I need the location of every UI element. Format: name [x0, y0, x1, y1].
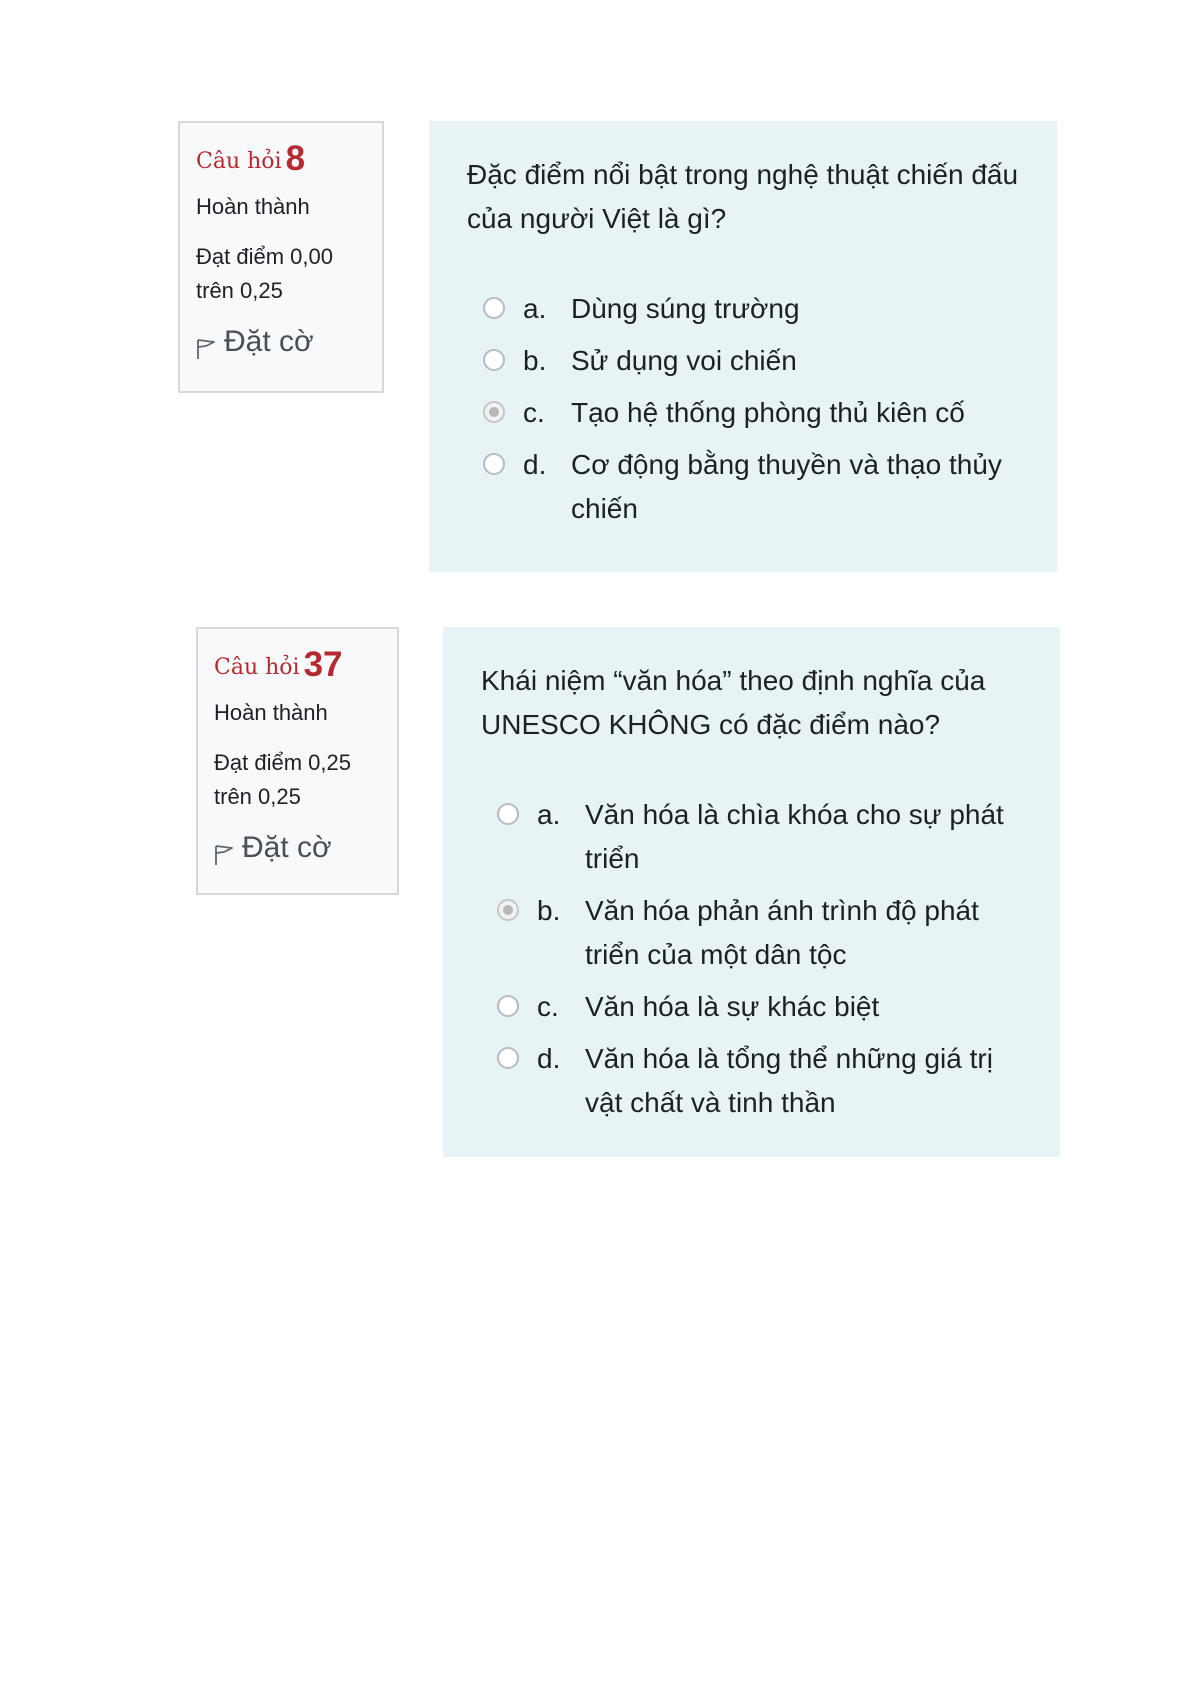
flag-label: Đặt cờ: [224, 325, 314, 358]
question-number: 8: [285, 139, 306, 178]
answer-text: Sử dụng voi chiến: [571, 345, 797, 376]
radio-button-selected[interactable]: [497, 899, 519, 921]
radio-button[interactable]: [497, 995, 519, 1017]
answer-letter: b.: [523, 345, 547, 376]
answer-letter: a.: [523, 293, 547, 324]
grade-line: trên 0,25: [214, 784, 301, 809]
answer-text: Văn hóa là chìa khóa cho sự phát triển: [585, 799, 1004, 874]
question-info-panel: [196, 627, 399, 895]
question-info-panel: [178, 121, 384, 393]
question-content: [429, 121, 1057, 572]
answer-option[interactable]: [481, 793, 1024, 881]
answer-option[interactable]: [467, 339, 1021, 383]
radio-button-selected[interactable]: [483, 401, 505, 423]
grade-line: Đạt điểm 0,25: [214, 750, 351, 775]
radio-button[interactable]: [483, 349, 505, 371]
question-state: Hoàn thành: [196, 194, 310, 219]
answer-list: [481, 793, 1024, 1125]
radio-button[interactable]: [497, 1047, 519, 1069]
question-state: Hoàn thành: [214, 700, 328, 725]
answer-text: Văn hóa là tổng thể những giá trị vật chất và tinh thần: [585, 1043, 993, 1118]
flag-label: Đặt cờ: [242, 831, 332, 864]
question-number-heading: [214, 647, 381, 686]
radio-button[interactable]: [483, 297, 505, 319]
answer-option[interactable]: [467, 443, 1021, 531]
flag-question-button[interactable]: [196, 324, 366, 360]
question-number: 37: [303, 645, 343, 684]
answer-option[interactable]: [467, 287, 1021, 331]
answer-letter: b.: [537, 895, 561, 926]
flag-question-button[interactable]: [214, 830, 381, 866]
answer-text: Văn hóa phản ánh trình độ phát triển của một dân tộc: [585, 895, 979, 970]
answer-option[interactable]: [481, 889, 1024, 977]
answer-letter: d.: [537, 1043, 561, 1074]
answer-option[interactable]: [481, 1037, 1024, 1125]
answer-letter: c.: [523, 397, 545, 428]
question-text: Khái niệm “văn hóa” theo định nghĩa của UNESCO KHÔNG có đặc điểm nào?: [481, 665, 986, 740]
answer-option[interactable]: [467, 391, 1021, 435]
answer-text: Cơ động bằng thuyền và thạo thủy chiến: [571, 449, 1002, 524]
grade-line: trên 0,25: [196, 278, 283, 303]
question-label: Câu hỏi: [214, 655, 300, 680]
question-grade: [214, 746, 381, 814]
answer-letter: c.: [537, 991, 559, 1022]
answer-letter: d.: [523, 449, 547, 480]
radio-button[interactable]: [497, 803, 519, 825]
flag-icon: [214, 842, 234, 866]
answer-list: [467, 287, 1021, 531]
answer-text: Dùng súng trường: [571, 293, 800, 324]
answer-text: Văn hóa là sự khác biệt: [585, 991, 880, 1022]
answer-option[interactable]: [481, 985, 1024, 1029]
question-text: Đặc điểm nổi bật trong nghệ thuật chiến đấu của người Việt là gì?: [467, 159, 1019, 234]
question-grade: [196, 240, 366, 308]
flag-icon: [196, 336, 216, 360]
answer-text: Tạo hệ thống phòng thủ kiên cố: [571, 397, 965, 428]
radio-button[interactable]: [483, 453, 505, 475]
question-label: Câu hỏi: [196, 149, 282, 174]
question-content: [443, 627, 1060, 1157]
answer-letter: a.: [537, 799, 561, 830]
question-number-heading: [196, 141, 366, 180]
grade-line: Đạt điểm 0,00: [196, 244, 333, 269]
